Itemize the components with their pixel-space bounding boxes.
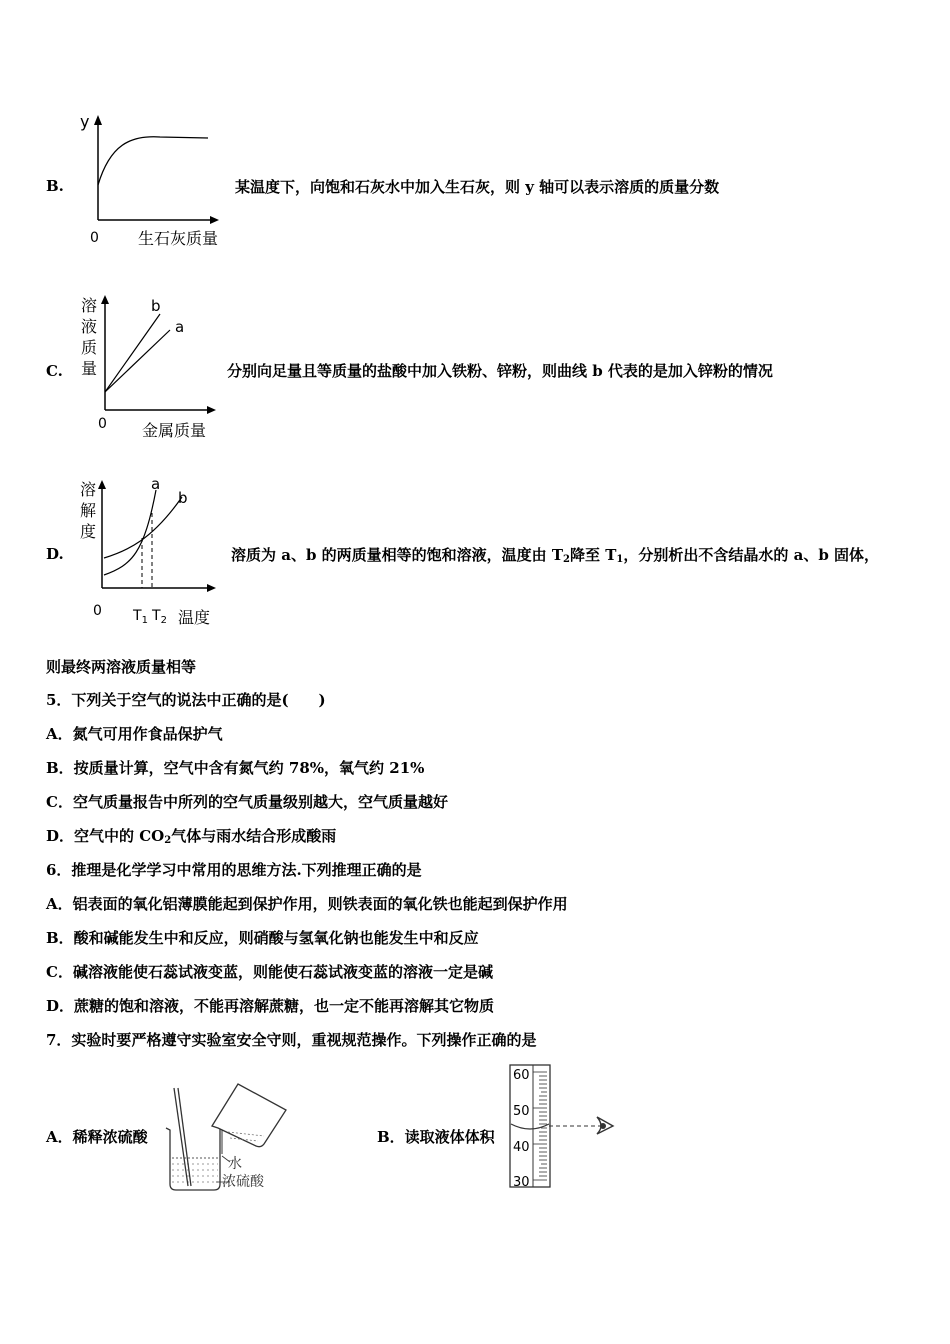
graph-d-curve-b: b [178, 489, 188, 507]
q6-option-b: B．酸和碱能发生中和反应，则硝酸与氢氧化钠也能发生中和反应 [46, 929, 479, 947]
tick-40: 40 [513, 1140, 530, 1155]
graph-c-curve-b: b [151, 297, 161, 315]
tick-50: 50 [513, 1104, 530, 1119]
graph-c-origin: 0 [98, 416, 107, 432]
graph-b-x-label: 生石灰质量 [138, 229, 219, 248]
option-d-text: 溶质为 a、b 的两质量相等的饱和溶液，温度由 $T_2$降至 $T_1$，分别析出不含结晶水的 a、b 固体， [231, 546, 880, 565]
graph-d-curve-a: a [151, 475, 161, 493]
graph-d-origin: 0 [93, 603, 102, 619]
q6-stem: 6．推理是化学学习中常用的思维方法.下列推理正确的是 [46, 861, 422, 879]
label-water: 水 [228, 1156, 242, 1172]
graph-b [70, 105, 240, 250]
graph-c [72, 292, 232, 442]
graph-d-y3: 度 [80, 522, 97, 541]
graph-c-y4: 量 [81, 359, 98, 378]
graph-d-y2: 解 [80, 501, 97, 520]
q7-option-a-text: A．稀释浓硫酸 [46, 1128, 148, 1146]
q5-option-c: C．空气质量报告中所列的空气质量级别越大，空气质量越好 [46, 793, 448, 811]
dilution-illustration [160, 1078, 300, 1198]
graph-c-x-label: 金属质量 [142, 421, 207, 440]
graph-d [72, 475, 232, 630]
graph-c-y2: 液 [81, 317, 98, 336]
tick-60: 60 [513, 1068, 530, 1083]
option-b-text: 某温度下，向饱和石灰水中加入生石灰，则 y 轴可以表示溶质的质量分数 [235, 178, 720, 196]
option-c-letter: C. [46, 362, 63, 380]
graph-c-curve-a: a [175, 318, 185, 336]
label-conc-acid: 浓硫酸 [222, 1174, 264, 1190]
q5-option-d: D．空气中的 $CO_2$气体与雨水结合形成酸雨 [46, 827, 337, 846]
q6-option-d: D．蔗糖的饱和溶液，不能再溶解蔗糖，也一定不能再溶解其它物质 [46, 997, 495, 1015]
q5-option-a: A．氮气可用作食品保护气 [46, 725, 223, 743]
q6-option-c: C．碱溶液能使石蕊试液变蓝，则能使石蕊试液变蓝的溶液一定是碱 [46, 963, 493, 981]
graph-d-t1: $T_1$ [133, 608, 148, 626]
option-d-text-cont: 则最终两溶液质量相等 [46, 658, 197, 676]
graph-c-y1: 溶 [81, 296, 98, 315]
graph-b-origin: 0 [90, 230, 99, 246]
tick-30: 30 [513, 1175, 530, 1190]
option-c-text: 分别向足量且等质量的盐酸中加入铁粉、锌粉，则曲线 b 代表的是加入锌粉的情况 [227, 362, 773, 380]
q5-option-b: B．按质量计算，空气中含有氮气约 78%，氧气约 21% [46, 759, 425, 777]
option-d-letter: D. [46, 545, 64, 563]
q7-option-b-text: B．读取液体体积 [377, 1128, 495, 1146]
graph-c-y3: 质 [81, 338, 98, 357]
q7-stem: 7．实验时要严格遵守实验室安全守则，重视规范操作。下列操作正确的是 [46, 1031, 537, 1049]
graph-d-t2: $T_2$ [152, 608, 167, 626]
graph-b-y-label: y [80, 112, 90, 131]
option-b-letter: B. [46, 177, 64, 195]
q5-stem: 5．下列关于空气的说法中正确的是( ) [46, 691, 326, 709]
graph-d-x-label: 温度 [178, 608, 211, 627]
cylinder-reading-illustration [505, 1062, 625, 1192]
graph-d-y1: 溶 [80, 480, 97, 499]
q6-option-a: A．铝表面的氧化铝薄膜能起到保护作用，则铁表面的氧化铁也能起到保护作用 [46, 895, 568, 913]
